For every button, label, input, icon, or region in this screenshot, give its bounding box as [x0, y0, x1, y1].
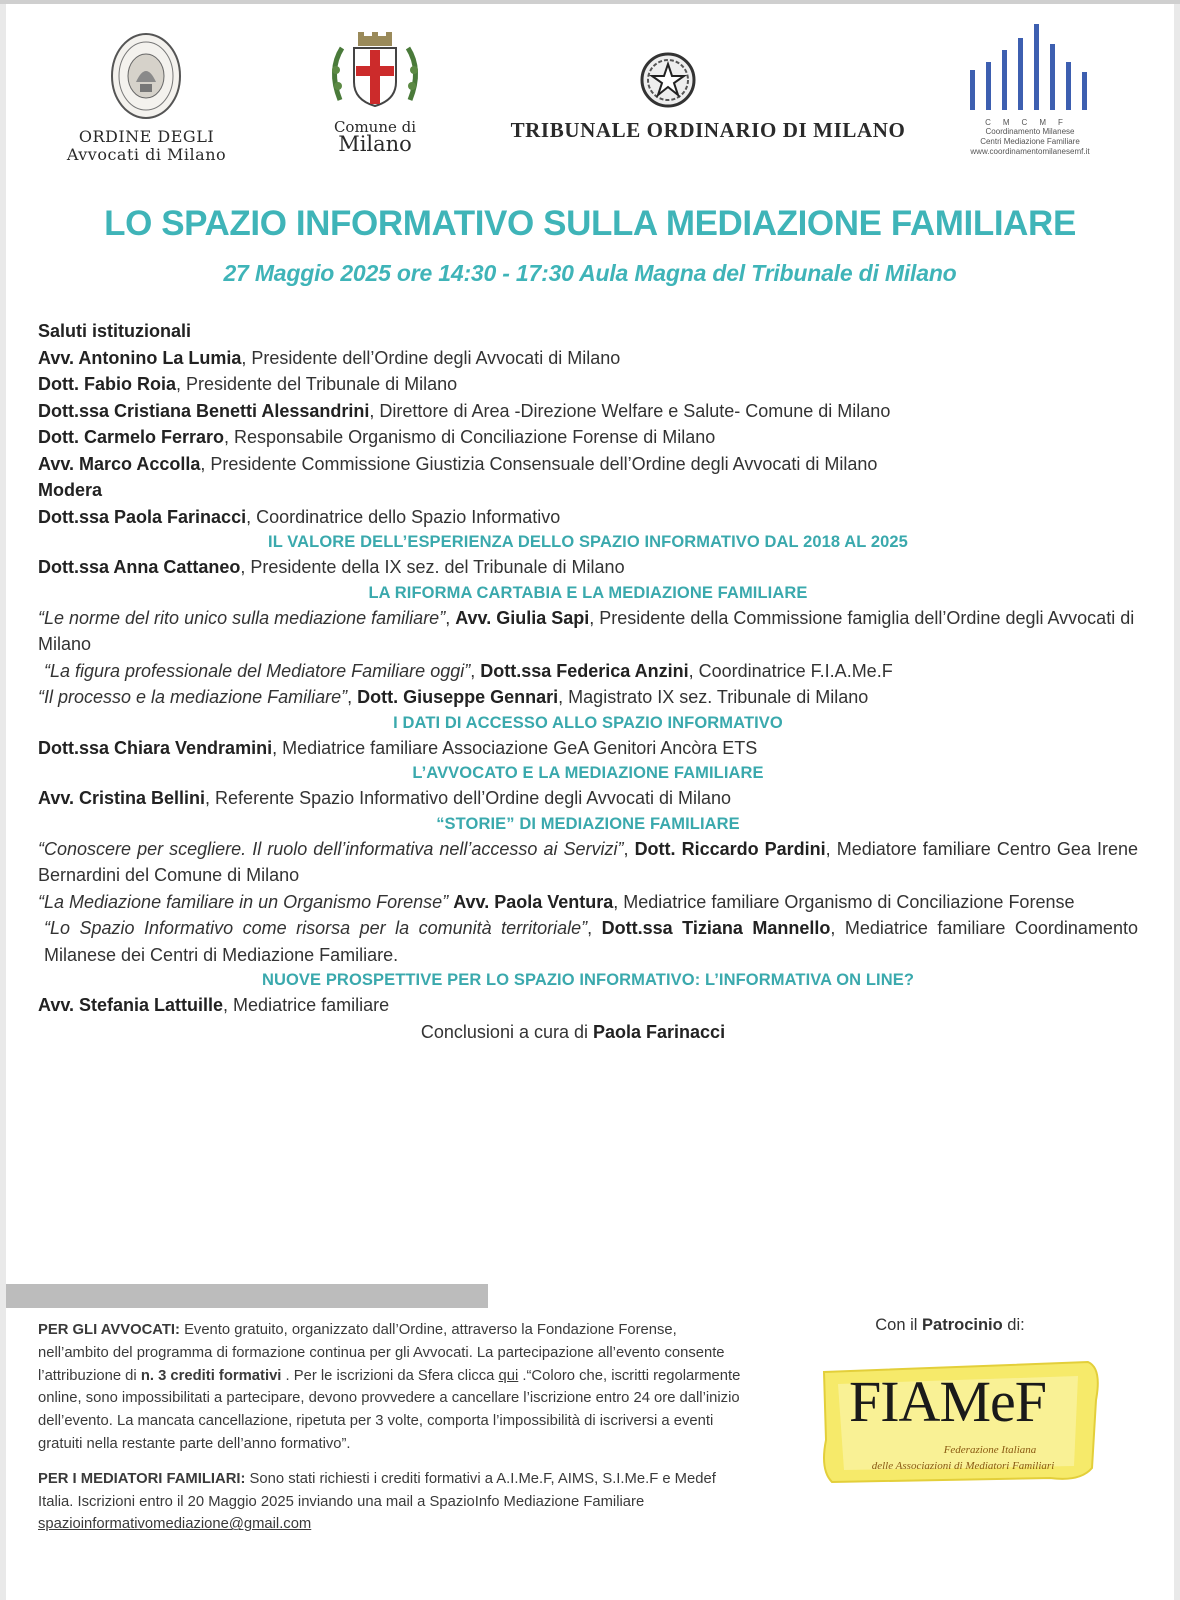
conclusions: Conclusioni a cura di Paola Farinacci [420, 1021, 726, 1042]
ordine-avvocati-logo [44, 30, 249, 164]
comune-crest-icon [320, 30, 430, 116]
talk-item: “Conoscere per scegliere. Il ruolo dell’informativa nell’accesso ai Servizi”, Dott. Riccardo Pardini, Mediatore familiare Centro Gea Irene Bernardini del Comune di Milano [38, 838, 1138, 885]
section-heading-dati: I DATI DI ACCESSO ALLO SPAZIO INFORMATIVO [393, 713, 783, 732]
repubblica-emblem-icon [638, 50, 698, 110]
saluti-item: Dott.ssa Cristiana Benetti Alessandrini, Direttore di Area -Direzione Welfare e Salute- Comune di Milano [38, 400, 891, 421]
saluti-item: Avv. Marco Accolla, Presidente Commissione Giustizia Consensuale dell’Ordine degli Avvocati di Milano [38, 453, 878, 474]
speaker-item: Avv. Stefania Lattuille, Mediatrice familiare [38, 995, 390, 1015]
modera-item: Dott.ssa Paola Farinacci, Coordinatrice dello Spazio Informativo [38, 506, 561, 527]
section-heading-valore: IL VALORE DELL’ESPERIENZA DELLO SPAZIO INFORMATIVO DAL 2018 AL 2025 [268, 533, 908, 551]
section-heading-prospettive: NUOVE PROSPETTIVE PER LO SPAZIO INFORMATIVO: L’INFORMATIVA ON LINE? [261, 971, 915, 989]
tribunale-logo [468, 48, 948, 143]
event-title: LO SPAZIO INFORMATIVO SULLA MEDIAZIONE FAMILIARE [104, 204, 1076, 243]
section-heading-cartabia: LA RIFORMA CARTABIA E LA MEDIAZIONE FAMILIARE [368, 583, 808, 602]
avvocati-info: PER GLI AVVOCATI: Evento gratuito, organizzato dall’Ordine, attraverso la Fondazione Forense, nell’ambito del programma di formazione continua per gli Avvocati. La partecipazione all’evento consente l’attribuzione di n. 3 crediti formativi . Per le iscrizioni da Sfera clicca qui .“Coloro che, iscritti regolarmente online, sono impossibilitati a partecipare, devono provvedere a cancellare l’iscrizione entro 24 ore dall’inizio dell’evento. La mancata cancellazione, ripetuta per 3 volte, comporta l’impossibilità di iscriversi a eventi gratuiti nella restante parte dell’anno formativo”. [38, 1322, 741, 1452]
comune-name: Comune di Milano [333, 118, 417, 156]
cmcmf-logo [945, 24, 1115, 157]
cmcmf-line2: Centri Mediazione Familiare [980, 137, 1080, 146]
talk-item: “Le norme del rito unico sulla mediazione familiare”, Avv. Giulia Sapi, Presidente della Commissione famiglia dell’Ordine degli Avvocati di Milano [38, 607, 1135, 654]
email-link[interactable]: spazioinformativomediazione@gmail.com [38, 1516, 312, 1533]
cmcmf-letters: CMCMF [985, 118, 1075, 127]
fiamef-name: FIAMeF [848, 1369, 1047, 1434]
modera-heading: Modera [38, 480, 103, 500]
talk-item: “Lo Spazio Informativo come risorsa per la comunità territoriale”, Dott.ssa Tiziana Mannello, Mediatrice familiare Coordinamento Milanese dei Centri di Mediazione Familiare. [44, 918, 1138, 965]
divider-bar [6, 1284, 488, 1308]
speaker-item: Dott.ssa Chiara Vendramini, Mediatrice familiare Associazione GeA Genitori Ancòra ETS [38, 737, 758, 758]
speaker-item: Avv. Cristina Bellini, Referente Spazio Informativo dell’Ordine degli Avvocati di Milano [38, 788, 731, 808]
saluti-heading: Saluti istituzionali [38, 321, 192, 341]
program [38, 318, 1138, 1045]
talk-item: “La Mediazione familiare in un Organismo Forense” Avv. Paola Ventura, Mediatrice familiare Organismo di Conciliazione Forense [38, 891, 1075, 912]
saluti-item: Dott. Carmelo Ferraro, Responsabile Organismo di Conciliazione Forense di Milano [38, 427, 716, 447]
fiamef-sub2: delle Associazioni di Mediatori Familiari [871, 1460, 1055, 1472]
logo-header [40, 24, 1150, 174]
saluti-item: Avv. Antonino La Lumia, Presidente dell’Ordine degli Avvocati di Milano [38, 347, 621, 368]
ordine-seal-icon [44, 30, 249, 122]
patrocinio-label: Con il Patrocinio di: [875, 1316, 1025, 1334]
event-date-location: 27 Maggio 2025 ore 14:30 - 17:30 Aula Magna del Tribunale di Milano [223, 260, 957, 286]
saluti-item: Dott. Fabio Roia, Presidente del Tribunale di Milano [38, 374, 458, 394]
ordine-name: ORDINE DEGLI Avvocati di Milano [66, 127, 227, 164]
tribunale-name: TRIBUNALE ORDINARIO DI MILANO [510, 118, 906, 142]
section-heading-avvocato: L’AVVOCATO E LA MEDIAZIONE FAMILIARE [412, 764, 764, 782]
fiamef-sub1: Federazione Italiana [943, 1444, 1037, 1456]
speaker-item: Dott.ssa Anna Cattaneo, Presidente della IX sez. del Tribunale di Milano [38, 557, 625, 577]
comune-milano-logo [320, 30, 430, 156]
cmcmf-url: www.coordinamentomilanesemf.it [970, 147, 1090, 156]
talk-item: “La figura professionale del Mediatore Familiare oggi”, Dott.ssa Federica Anzini, Coordinatrice F.I.A.Me.F [44, 660, 893, 681]
fiamef-logo [820, 1360, 1105, 1486]
talk-item: “Il processo e la mediazione Familiare”, Dott. Giuseppe Gennari, Magistrato IX sez. Tribunale di Milano [38, 687, 869, 707]
cmcmf-line1: Coordinamento Milanese [985, 127, 1075, 136]
section-heading-storie: “STORIE” DI MEDIAZIONE FAMILIARE [436, 814, 740, 833]
registration-info [38, 1319, 748, 1536]
cmcmf-bars-icon [960, 24, 1100, 112]
mediatori-info: PER I MEDIATORI FAMILIARI: Sono stati richiesti i crediti formativi a A.I.Me.F, AIMS, S.I.Me.F e Medef Italia. Iscrizioni entro il 20 Maggio 2025 inviando una mail a SpazioInfo Mediazione Familiare spazioinformativomediazione@gmail.com [38, 1470, 716, 1533]
sfera-link[interactable]: qui [498, 1367, 519, 1384]
